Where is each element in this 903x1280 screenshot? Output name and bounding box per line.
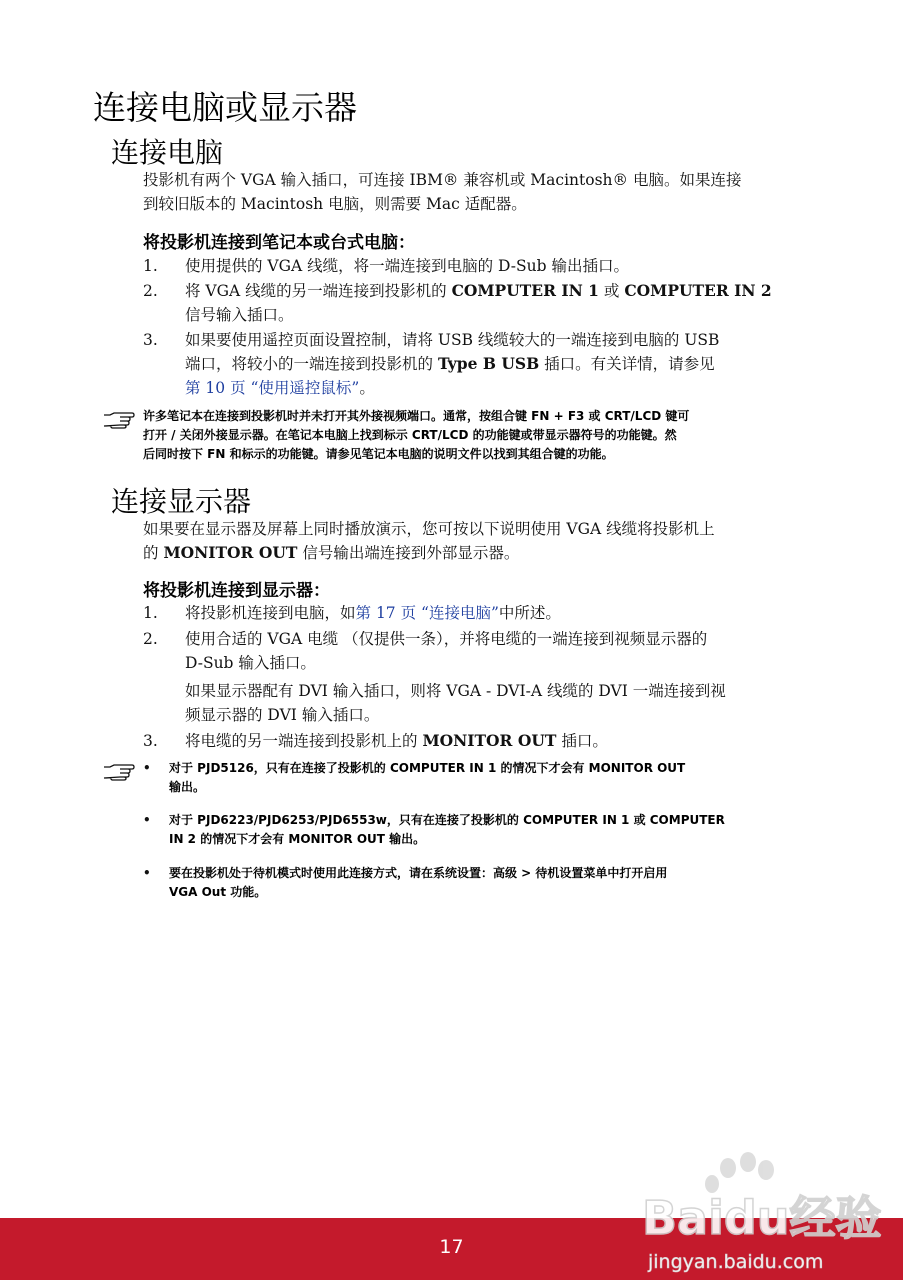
step-text: D-Sub 输入插口。: [185, 654, 316, 672]
note-item: [169, 759, 685, 797]
intro-text: 的: [143, 544, 164, 562]
step-2: [185, 627, 825, 727]
section-heading-connect-monitor: 连接显示器: [111, 485, 252, 518]
pointing-hand-icon: [102, 409, 136, 429]
step-1: [185, 254, 825, 278]
port-name: Type B USB: [437, 354, 540, 373]
bullet-icon: •: [143, 866, 151, 880]
watermark-url: jingyan.baidu.com: [648, 1251, 824, 1273]
step-text: 将电缆的另一端连接到投影机上的: [185, 732, 423, 750]
note-line: 许多笔记本在连接到投影机时并未打开其外接视频端口。通常，按组合键 FN + F3 或 CRT/LCD 键可: [143, 409, 690, 423]
step-number: 3.: [143, 331, 158, 349]
step-text: 将 VGA 线缆的另一端连接到投影机的: [185, 282, 452, 300]
step-text: 如果显示器配有 DVI 输入插口，则将 VGA - DVI-A 线缆的 DVI 一端连接到视: [185, 682, 726, 700]
step-text: 。: [359, 379, 375, 397]
step-text: 中所述。: [498, 604, 561, 622]
step-text: 端口，将较小的一端连接到投影机的: [185, 355, 438, 373]
note-laptop: [143, 407, 689, 464]
step-1: [185, 601, 825, 625]
step-text: 频显示器的 DVI 输入插口。: [185, 706, 380, 724]
note-item: [169, 811, 725, 849]
intro-line: 如果要在显示器及屏幕上同时播放演示，您可按以下说明使用 VGA 线缆将投影机上: [143, 520, 715, 538]
port-name: MONITOR OUT: [422, 731, 557, 750]
intro-line: 投影机有两个 VGA 输入插口，可连接 IBM® 兼容机或 Macintosh® 电脑。如果连接: [143, 171, 742, 189]
intro-text: 信号输出端连接到外部显示器。: [297, 544, 520, 562]
step-3: [185, 729, 825, 753]
watermark-logo-text: Baidu经验: [642, 1191, 882, 1245]
step-text: 将投影机连接到电脑，如: [185, 604, 356, 622]
step-text: 如果要使用遥控页面设置控制，请将 USB 线缆较大的一端连接到电脑的 USB: [185, 331, 720, 349]
port-name: MONITOR OUT: [163, 543, 298, 562]
step-text: 使用提供的 VGA 线缆，将一端连接到电脑的 D-Sub 输出插口。: [185, 257, 629, 275]
note-line: VGA Out 功能。: [169, 885, 267, 899]
step-text: 使用合适的 VGA 电缆 （仅提供一条），并将电缆的一端连接到视频显示器的: [185, 630, 708, 648]
note-line: 输出。: [169, 780, 206, 794]
page-number: 17: [439, 1236, 464, 1258]
note-line: 打开 / 关闭外接显示器。在笔记本电脑上找到标示 CRT/LCD 的功能键或带显示器符号的功能键。然: [143, 428, 677, 442]
step-text: 或: [598, 282, 625, 300]
pointing-hand-icon: [102, 761, 136, 781]
step-3: [185, 328, 825, 400]
port-name: COMPUTER IN 2: [624, 281, 772, 300]
section-heading-connect-computer: 连接电脑: [111, 136, 224, 169]
section2-intro: [143, 517, 815, 565]
step-text: 信号输入插口。: [185, 306, 294, 324]
port-name: COMPUTER IN 1: [451, 281, 599, 300]
page-link-connect-computer[interactable]: 第 17 页 “连接电脑”: [355, 604, 499, 622]
page-title: 连接电脑或显示器: [93, 88, 357, 127]
step-text: 插口。有关详情，请参见: [539, 355, 715, 373]
intro-line: 到较旧版本的 Macintosh 电脑，则需要 Mac 适配器。: [143, 195, 527, 213]
step-number: 1.: [143, 257, 158, 275]
baidu-watermark-logo: [640, 1150, 890, 1275]
note-line: 要在投影机处于待机模式时使用此连接方式，请在系统设置：高级 > 待机设置菜单中打开启用: [169, 866, 668, 880]
bullet-icon: •: [143, 813, 151, 827]
step-number: 1.: [143, 604, 158, 622]
step-number: 2.: [143, 630, 158, 648]
note-line: 对于 PJD5126，只有在连接了投影机的 COMPUTER IN 1 的情况下才会有 MONITOR OUT: [169, 761, 686, 775]
step-text: 插口。: [556, 732, 608, 750]
bullet-icon: •: [143, 761, 151, 775]
note-line: 后同时按下 FN 和标示的功能键。请参见笔记本电脑的说明文件以找到其组合键的功能。: [143, 447, 614, 461]
note-line: IN 2 的情况下才会有 MONITOR OUT 输出。: [169, 832, 426, 846]
step-number: 2.: [143, 282, 158, 300]
note-item: [169, 864, 667, 902]
page-link-remote-mouse[interactable]: 第 10 页 “使用遥控鼠标”: [185, 379, 360, 397]
section1-intro: [143, 168, 815, 216]
step-2: [185, 279, 825, 327]
step-number: 3.: [143, 732, 158, 750]
subheading-laptop: 将投影机连接到笔记本或台式电脑：: [143, 233, 415, 253]
subheading-monitor: 将投影机连接到显示器：: [143, 581, 330, 601]
note-line: 对于 PJD6223/PJD6253/PJD6553w，只有在连接了投影机的 COMPUTER IN 1 或 COMPUTER: [169, 813, 725, 827]
